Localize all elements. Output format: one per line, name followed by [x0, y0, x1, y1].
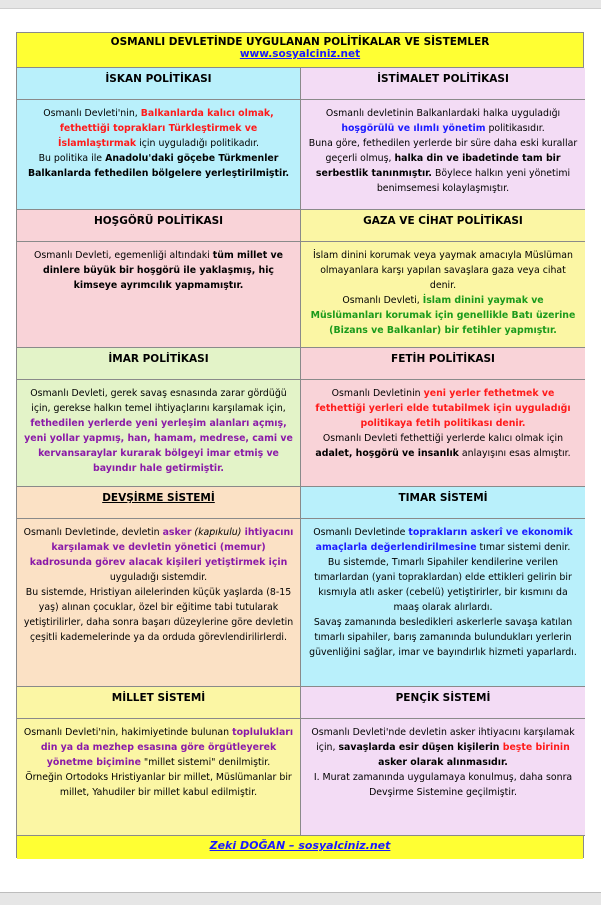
hosgoru-heading-cell — [17, 210, 301, 242]
pencik-body-cell — [301, 719, 585, 836]
istimalet-text: Osmanlı devletinin Balkanlardaki halka uyguladığı hoşgörülü ve ılımlı yönetim politikasıdır. Buna göre, fethedilen yerlerde bir süre daha eski kurallar geçerli olmuş, halka din ve ibadetinde tam bir serbestlik tanınmıştır. Böylece halkın yeni yönetimi benimsemesi kolaylaşmıştır. — [308, 108, 578, 194]
millet-heading: MİLLET SİSTEMİ — [111, 692, 206, 704]
iskan-heading-cell — [17, 68, 301, 100]
devsirme-heading-cell — [17, 487, 301, 519]
pencik-heading: PENÇİK SİSTEMİ — [395, 692, 491, 704]
hosgoru-text: Osmanlı Devleti, egemenliği altındaki tüm millet ve dinlere büyük bir hoşgörü ile yaklaşmış, hiç kimseye ayrımcılık yapmamıştır. — [34, 250, 283, 291]
policies-sheet — [16, 32, 584, 858]
istimalet-body-cell — [301, 100, 585, 210]
page-title: OSMANLI DEVLETİNDE UYGULANAN POLİTİKALAR VE SİSTEMLER — [110, 36, 490, 48]
timar-text: Osmanlı Devletinde toprakların askerî ve ekonomik amaçlarla değerlendirilmesine tımar sistemi denir. Bu sistemde, Tımarlı Sipahiler kendilerine verilen tımarlardan (yani topraklardan) elde ettikleri gelirin bir kısmıyla atlı asker (cebelü) yetiştirirler, bir kısmını da maaş olarak alırlardı. Savaş zamanında besledikleri askerlerle savaşa katılan tımarlı sipahiler, barış zamanında bulundukları yerlerin güvenliğini sağlar, imar ve bayındırlık hizmeti yaparlardı. — [309, 527, 577, 658]
millet-text: Osmanlı Devleti'nin, hakimiyetinde bulunan toplulukları din ya da mezhep esasına göre örgütleyerek yönetme biçimine "millet sistemi" denilmiştir. Örneğin Ortodoks Hristiyanlar bir millet, Müslümanlar bir millet, Yahudiler bir millet kabul edilmiştir. — [23, 727, 294, 798]
istimalet-heading: İSTİMALET POLİTİKASI — [377, 73, 509, 85]
millet-heading-cell — [17, 687, 301, 719]
footer-credit-link[interactable]: Zeki DOĞAN – sosyalciniz.net — [209, 839, 391, 852]
iskan-text: Osmanlı Devleti'nin, Balkanlarda kalıcı olmak, fethettiği toprakları Türkleştirmek ve İslamlaştırmak için uyguladığı politikadır. Bu politika ile Anadolu'daki göçebe Türkmenler Balkanlarda fethedilen bölgelere yerleştirilmiştir. — [27, 108, 290, 179]
site-link[interactable]: www.sosyalciniz.net — [239, 48, 361, 60]
millet-body-cell — [17, 719, 301, 836]
timar-body-cell — [301, 519, 585, 687]
fetih-body-cell — [301, 380, 585, 487]
gaza-body-cell — [301, 242, 585, 348]
devsirme-text: Osmanlı Devletinde, devletin asker (kapıkulu) ihtiyacını karşılamak ve devletin yönetici (memur) kadrosunda görev alacak kişileri yetiştirmek için uyguladığı sistemdir. Bu sistemde, Hristiyan ailelerinden küçük yaşlarda (8-15 yaş) alınan çocuklar, özel bir eğitime tabi tutularak yetiştirilirler, daha sonra başarı düzeylerine göre devletin çeşitli kademelerinde ya da orduda görevlendirilirlerdi. — [23, 527, 294, 643]
fetih-heading: FETİH POLİTİKASI — [391, 353, 495, 365]
page-bottom-bar — [0, 892, 601, 905]
imar-heading-cell — [17, 348, 301, 380]
hosgoru-body-cell — [17, 242, 301, 348]
imar-text: Osmanlı Devleti, gerek savaş esnasında zarar gördüğü için, gerekse halkın temel ihtiyaçlarını karşılamak için, fethedilen yerlerde yeni yerleşim alanları açmış, yeni yollar yapmış, han, hamam, medrese, cami ve kervansaraylar kurarak bölgeyi imar etmiş ve bayındır hale getirmiştir. — [24, 388, 293, 474]
imar-body-cell — [17, 380, 301, 487]
iskan-body-cell — [17, 100, 301, 210]
pencik-text: Osmanlı Devleti'nde devletin asker ihtiyacını karşılamak için, savaşlarda esir düşen kişilerin beşte birinin asker olarak alınmasıdır. I. Murat zamanında uygulamaya konulmuş, daha sonra Devşirme Sistemine geçilmiştir. — [311, 727, 575, 798]
devsirme-heading: DEVŞİRME SİSTEMİ — [102, 492, 215, 504]
timar-heading: TIMAR SİSTEMİ — [398, 492, 488, 504]
title-banner — [17, 33, 583, 68]
fetih-heading-cell — [301, 348, 585, 380]
footer-banner — [17, 836, 583, 859]
imar-heading: İMAR POLİTİKASI — [108, 353, 209, 365]
fetih-text: Osmanlı Devletinin yeni yerler fethetmek ve fethettiği yerleri elde tutabilmek için uyguladığı politikaya fetih politikası denir. Osmanlı Devleti fethettiği yerlerde kalıcı olmak için adalet, hoşgörü ve insanlık anlayışını esas almıştır. — [315, 388, 571, 459]
gaza-heading: GAZA VE CİHAT POLİTİKASI — [363, 215, 523, 227]
page-top-bar — [0, 0, 601, 9]
timar-heading-cell — [301, 487, 585, 519]
istimalet-heading-cell — [301, 68, 585, 100]
pencik-heading-cell — [301, 687, 585, 719]
devsirme-body-cell — [17, 519, 301, 687]
gaza-heading-cell — [301, 210, 585, 242]
gaza-text: İslam dinini korumak veya yaymak amacıyla Müslüman olmayanlara karşı yapılan savaşlara gaza veya cihat denir. Osmanlı Devleti, İslam dinini yaymak ve Müslümanları korumak için genellikle Batı üzerine (Bizans ve Balkanlar) bir fetihler yapmıştır. — [310, 250, 576, 336]
iskan-heading: İSKAN POLİTİKASI — [105, 73, 212, 85]
hosgoru-heading: HOŞGÖRÜ POLİTİKASI — [93, 215, 224, 227]
